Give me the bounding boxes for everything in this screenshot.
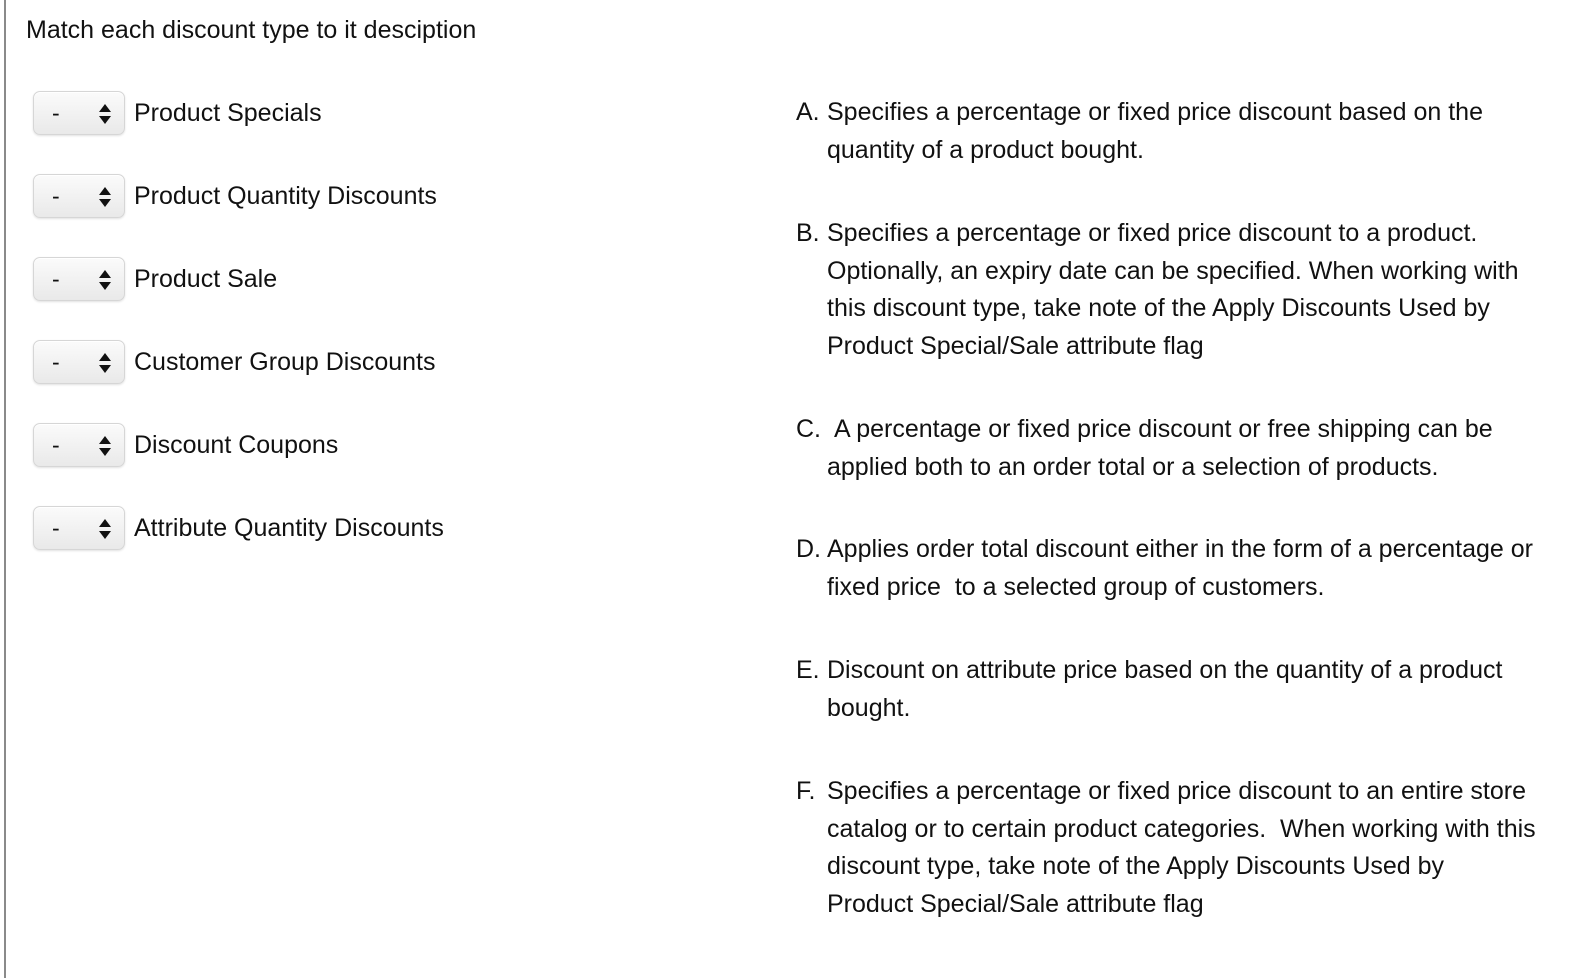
answer-text: A percentage or fixed price discount or free shipping can be applied both to an order total or a selection of products. [827,415,1500,481]
match-item-product-specials [33,89,322,137]
select-value: - [52,515,60,541]
match-item-customer-group-discounts [33,338,436,386]
updown-chevron-icon [98,269,112,291]
left-border [4,0,6,978]
match-item-attribute-quantity-discounts [33,504,444,552]
updown-chevron-icon [98,352,112,374]
match-select-discount-coupons[interactable] [33,423,125,467]
answer-c [796,411,1536,486]
match-item-label: Product Quantity Discounts [134,182,437,210]
match-select-customer-group-discounts[interactable] [33,340,125,384]
question-text: Match each discount type to it desciption [26,16,477,44]
select-value: - [52,349,60,375]
match-item-label: Product Specials [134,99,322,127]
answer-text: Specifies a percentage or fixed price discount to an entire store catalog or to certain product categories. When working with this discount type, take note of the Apply Discounts Used by Product Special/Sale attribute flag [827,777,1543,918]
answer-f [796,773,1543,923]
updown-chevron-icon [98,518,112,540]
select-value: - [52,432,60,458]
match-select-product-specials[interactable] [33,91,125,135]
match-item-label: Discount Coupons [134,431,339,459]
match-item-product-sale [33,255,277,303]
select-value: - [52,266,60,292]
answer-letter: B. [796,219,820,247]
answer-letter: C. [796,415,821,443]
answer-letter: E. [796,656,820,684]
match-select-attribute-quantity-discounts[interactable] [33,506,125,550]
match-item-label: Attribute Quantity Discounts [134,514,444,542]
match-select-product-sale[interactable] [33,257,125,301]
answer-text: Specifies a percentage or fixed price discount to a product. Optionally, an expiry date can be specified. When working with this discount type, take note of the Apply Discounts Used by Product Special/Sale attribute flag [827,219,1526,360]
match-item-label: Customer Group Discounts [134,348,436,376]
answer-text: Specifies a percentage or fixed price discount based on the quantity of a product bought. [827,98,1490,164]
answer-e [796,652,1536,727]
answer-letter: D. [796,535,821,563]
select-value: - [52,183,60,209]
answer-text: Discount on attribute price based on the quantity of a product bought. [827,656,1510,722]
answer-a [796,94,1536,169]
select-value: - [52,100,60,126]
match-item-label: Product Sale [134,265,278,293]
answer-letter: A. [796,98,820,126]
updown-chevron-icon [98,435,112,457]
answer-d [796,531,1540,606]
match-select-product-quantity-discounts[interactable] [33,174,125,218]
match-item-product-quantity-discounts [33,172,437,220]
updown-chevron-icon [98,186,112,208]
answer-text: Applies order total discount either in the form of a percentage or fixed price to a selected group of customers. [827,535,1540,601]
answer-letter: F. [796,777,816,805]
updown-chevron-icon [98,103,112,125]
match-item-discount-coupons [33,421,338,469]
answer-b [796,215,1536,365]
